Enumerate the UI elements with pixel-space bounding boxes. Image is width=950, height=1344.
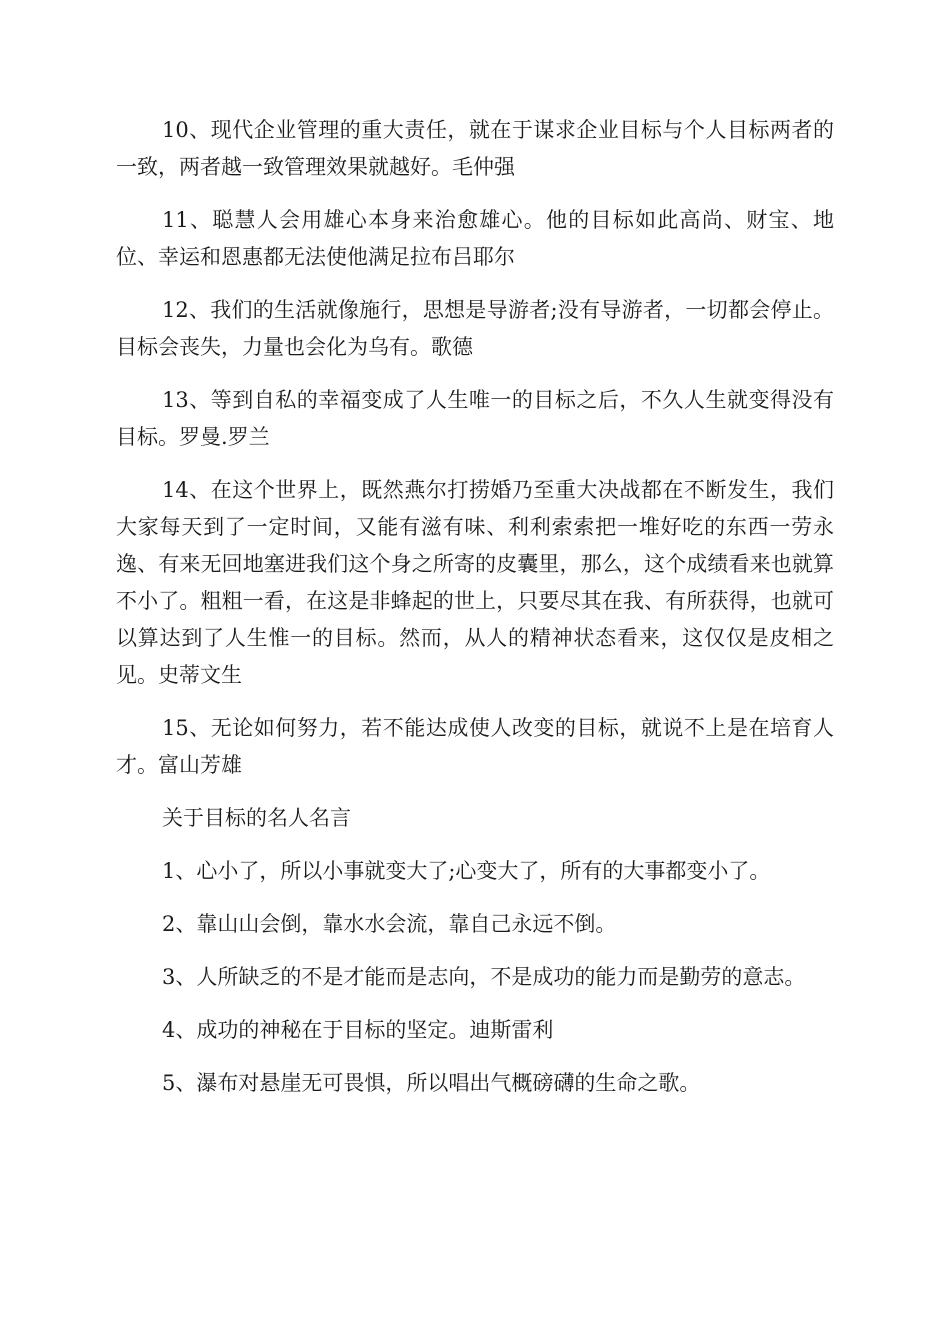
quote-paragraph-4: 4、成功的神秘在于目标的坚定。迪斯雷利 <box>162 1018 554 1042</box>
quote-paragraph-11: 11、聪慧人会用雄心本身来治愈雄心。他的目标如此高尚、财宝、地位、幸运和恩惠都无法使他满足拉布吕耶尔 <box>116 208 834 269</box>
quote-paragraph-3: 3、人所缺乏的不是才能而是志向，不是成功的能力而是勤劳的意志。 <box>162 965 806 989</box>
quote-paragraph-12: 12、我们的生活就像施行，思想是导游者;没有导游者，一切都会停止。目标会丧失，力量也会化为乌有。歌德 <box>116 298 834 359</box>
document-body <box>116 112 834 1118</box>
quote-paragraph-2: 2、靠山山会倒，靠水水会流，靠自己永远不倒。 <box>162 912 617 936</box>
quote-paragraph-10: 10、现代企业管理的重大责任，就在于谋求企业目标与个人目标两者的一致，两者越一致管理效果就越好。毛仲强 <box>116 118 834 179</box>
section-heading: 关于目标的名人名言 <box>162 806 351 830</box>
quote-paragraph-15: 15、无论如何努力，若不能达成使人改变的目标，就说不上是在培育人才。富山芳雄 <box>116 716 834 777</box>
quote-paragraph-13: 13、等到自私的幸福变成了人生唯一的目标之后，不久人生就变得没有目标。罗曼.罗兰 <box>116 388 834 449</box>
quote-paragraph-5: 5、瀑布对悬崖无可畏惧，所以唱出气概磅礴的生命之歌。 <box>162 1071 701 1095</box>
quote-paragraph-14: 14、在这个世界上，既然燕尔打捞婚乃至重大决战都在不断发生，我们大家每天到了一定时间，又能有滋有味、利利索索把一堆好吃的东西一劳永逸、有来无回地塞进我们这个身之所寄的皮囊里，那么，这个成绩看来也就算不小了。粗粗一看，在这是非蜂起的世上，只要尽其在我、有所获得，也就可以算达到了人生惟一的目标。然而，从人的精神状态看来，这仅仅是皮相之见。史蒂文生 <box>116 478 834 687</box>
quote-paragraph-1: 1、心小了，所以小事就变大了;心变大了，所有的大事都变小了。 <box>162 859 771 883</box>
